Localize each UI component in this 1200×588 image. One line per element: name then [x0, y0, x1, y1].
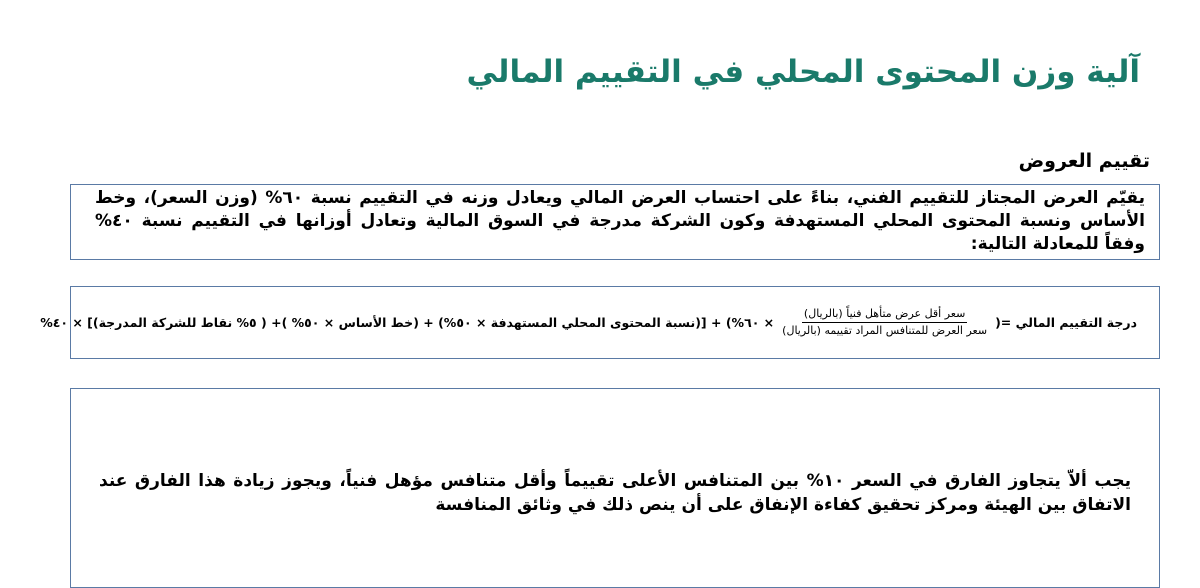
- formula-box: [40, 286, 1160, 359]
- price-ratio-fraction: [780, 307, 989, 338]
- intro-box: [70, 184, 1160, 260]
- formula-lead: درجة التقييم المالي =(: [995, 315, 1137, 330]
- formula-equation: [40, 307, 1137, 338]
- page-title: آلية وزن المحتوى المحلي في التقييم المالي: [466, 54, 1140, 90]
- fraction-denominator: سعر العرض للمتنافس المراد تقييمه (بالريال): [782, 324, 988, 337]
- fraction-numerator: سعر أقل عرض متأهل فنياً (بالريال): [802, 307, 967, 323]
- formula-tail: × ٦٠%) + [(نسبة المحتوى المحلي المستهدفة × ٥٠%) + (خط الأساس × ٥٠% )+ ( ٥% نقاط للشركة المدرجة)] × ٤٠%: [40, 315, 775, 330]
- note-box: [70, 388, 1160, 588]
- intro-paragraph: يقيّم العرض المجتاز للتقييم الفني، بناءً على احتساب العرض المالي ويعادل وزنه في التقييم نسبة ٦٠% (وزن السعر)، وخط الأساس ونسبة المحتوى المحلي المستهدفة وكون الشركة مدرجة في السوق المالية وتعادل أوزانها في التقييم نسبة ٤٠% وفقاً للمعادلة التالية:: [95, 188, 1145, 254]
- section-heading: تقييم العروض: [1018, 150, 1150, 172]
- note-paragraph: يجب ألاّ يتجاوز الفارق في السعر ١٠% بين المتنافس الأعلى تقييماً وأقل متنافس مؤهل فنياً، ويجوز زيادة هذا الفارق عند الاتفاق بين الهيئة ومركز تحقيق كفاءة الإنفاق على أن ينص ذلك في وثائق المنافسة: [99, 471, 1132, 515]
